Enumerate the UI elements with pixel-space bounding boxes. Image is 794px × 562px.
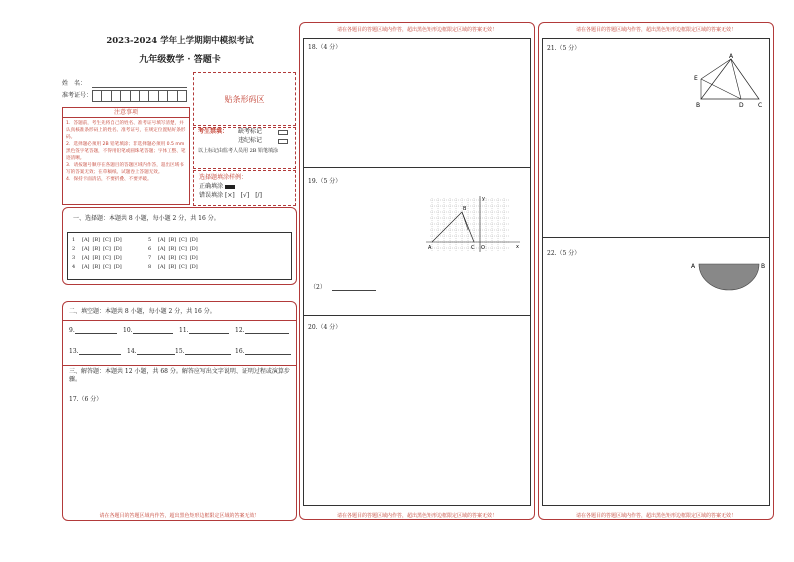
choice-question-5 — [148, 236, 198, 245]
notice-title: 注意事项 — [63, 108, 189, 118]
semicircle-figure — [689, 260, 769, 296]
absent-note: 以上标记由监考人员用 2B 铅笔填涂 — [198, 148, 279, 154]
choice-question-4 — [72, 263, 122, 272]
q19-label: 19.（5 分） — [308, 178, 342, 185]
notice-item: 1．答题前，考生先将自己的姓名、准考证号填写清楚，并认真核准条形码上的姓名、准考证号，在规定位置贴好条形码。 — [66, 121, 186, 140]
choice-option-bubble[interactable]: [C] — [179, 255, 187, 261]
q22-label: 22.（5 分） — [547, 250, 581, 257]
choice-option-bubble[interactable]: [D] — [189, 255, 198, 261]
grid-label-c: C — [471, 245, 475, 251]
tri-label-a: A — [729, 53, 734, 60]
choice-option-bubble[interactable]: [D] — [189, 237, 198, 243]
choice-option-bubble[interactable]: [B] — [92, 264, 101, 270]
section2-box — [62, 301, 297, 521]
choice-option-bubble[interactable]: [B] — [168, 246, 177, 252]
blank-label: 15. — [175, 348, 185, 355]
correct-fill-mark — [225, 185, 235, 189]
blank-10[interactable] — [133, 327, 173, 334]
choice-option-bubble[interactable]: [C] — [103, 237, 111, 243]
choice-option-bubble[interactable]: [C] — [179, 237, 187, 243]
notice-box — [62, 107, 190, 205]
q19-part2-blank[interactable] — [332, 284, 376, 291]
tri-label-d: D — [739, 102, 744, 109]
blank-13[interactable] — [79, 348, 121, 355]
choice-number: 7 — [148, 255, 152, 261]
choice-option-bubble[interactable]: [B] — [92, 237, 101, 243]
choice-option-bubble[interactable]: [A] — [158, 264, 166, 270]
wrong-fill-label: 错误填涂 — [199, 192, 224, 199]
choice-option-bubble[interactable]: [B] — [168, 237, 177, 243]
blank-label: 14. — [127, 348, 137, 355]
semi-label-b: B — [761, 263, 766, 270]
q22-box — [542, 238, 770, 506]
tri-label-b: B — [696, 102, 701, 109]
warning-col1: 请在各题目的答题区域内作答，超出黑色矩形边框限定区域的答案无效！ — [99, 513, 260, 519]
choice-number: 6 — [148, 246, 152, 252]
grid-label-x: x — [516, 244, 519, 250]
choice-option-bubble[interactable]: [D] — [113, 264, 122, 270]
section3-title: 三、解答题：本题共 12 小题，共 68 分。解答应写出文字说明、证明过程或演算步骤。 — [69, 368, 290, 383]
cheat-mark-label: 违纪标记 — [238, 137, 263, 144]
choice-option-bubble[interactable]: [B] — [168, 264, 177, 270]
name-label: 姓 名： — [62, 80, 87, 87]
absent-mark-label: 缺考标记 — [238, 128, 263, 135]
subject-title: 九年级数学 · 答题卡 — [139, 55, 221, 65]
fill-example-box — [193, 170, 296, 206]
blank-label: 9. — [69, 327, 75, 334]
q20-box — [303, 316, 531, 506]
choice-question-8 — [148, 263, 198, 272]
choice-option-bubble[interactable]: [B] — [92, 246, 101, 252]
coordinate-grid-figure — [422, 194, 522, 254]
choice-option-bubble[interactable]: [A] — [82, 237, 90, 243]
absent-title: 考生禁填： — [198, 128, 229, 135]
warning-col2-top: 请在各题目的答题区域内作答，超出黑色矩形边框限定区域的答案无效！ — [336, 27, 497, 33]
q18-label: 18.（4 分） — [308, 44, 342, 51]
choice-option-bubble[interactable]: [D] — [189, 246, 198, 252]
wrong-fill-marks: [×] [√] [/] — [225, 192, 262, 199]
choice-number: 5 — [148, 237, 152, 243]
cheat-mark-box[interactable] — [278, 139, 288, 144]
choice-number: 4 — [72, 264, 76, 270]
q18-box — [303, 38, 531, 168]
blank-12[interactable] — [245, 327, 289, 334]
barcode-area — [193, 72, 296, 126]
choice-option-bubble[interactable]: [D] — [113, 246, 122, 252]
notice-item: 3．请按题号顺序在各题目的答题区域内作答，超出区域书写的答案无效；在草稿纸、试题卷上答题无效。 — [66, 163, 184, 175]
grid-label-a: A — [428, 245, 432, 251]
choice-question-3 — [72, 254, 122, 263]
semi-label-a: A — [691, 263, 696, 270]
choice-option-bubble[interactable]: [A] — [158, 237, 166, 243]
exam-title: 2023-2024 学年上学期期中模拟考试 — [106, 36, 254, 46]
choice-option-bubble[interactable]: [D] — [189, 264, 198, 270]
choice-number: 1 — [72, 237, 76, 243]
blank-label: 12. — [235, 327, 245, 334]
choice-number: 3 — [72, 255, 76, 261]
blank-14[interactable] — [137, 348, 175, 355]
warning-col3-top: 请在各题目的答题区域内作答，超出黑色矩形边框限定区域的答案无效！ — [575, 27, 736, 33]
tri-label-c: C — [758, 102, 763, 109]
choice-number: 2 — [72, 246, 76, 252]
choice-option-bubble[interactable]: [C] — [103, 255, 111, 261]
barcode-label: 贴条形码区 — [224, 94, 265, 104]
notice-item: 2．选择题必须用 2B 铅笔填涂；非选择题必须用 0.5 mm 黑色签字笔答题，不得用铅笔或圆珠笔答题；字体工整、笔迹清晰。 — [66, 142, 186, 161]
choice-question-1 — [72, 236, 122, 245]
section1-box — [62, 207, 297, 285]
blank-15[interactable] — [185, 348, 231, 355]
choice-option-bubble[interactable]: [C] — [103, 264, 111, 270]
notice-item: 4．保持卡面清洁，不要折叠、不要弄破。 — [66, 177, 152, 182]
fill-example-title: 选择题填涂样例： — [199, 174, 248, 181]
choice-option-bubble[interactable]: [D] — [113, 237, 122, 243]
q17-answer-area[interactable] — [65, 406, 293, 510]
section2-title: 二、填空题：本题共 8 小题，每小题 2 分，共 16 分。 — [69, 308, 216, 315]
section1-title: 一、选择题：本题共 8 小题，每小题 2 分，共 16 分。 — [73, 215, 220, 222]
blank-label: 11. — [179, 327, 189, 334]
warning-col3-bottom: 请在各题目的答题区域内作答，超出黑色矩形边框限定区域的答案无效！ — [575, 513, 736, 519]
grid-label-o: O — [481, 245, 485, 251]
q19-part2-label: （2） — [310, 284, 326, 291]
blank-16[interactable] — [245, 348, 291, 355]
choice-question-7 — [148, 254, 198, 263]
tri-label-e: E — [694, 75, 698, 82]
choice-option-bubble[interactable]: [A] — [158, 246, 166, 252]
choice-option-bubble[interactable]: [B] — [92, 255, 101, 261]
q21-label: 21.（5 分） — [547, 45, 581, 52]
choice-question-2 — [72, 245, 122, 254]
q19-box — [303, 168, 531, 316]
choice-option-bubble[interactable]: [B] — [168, 255, 177, 261]
absent-box — [193, 127, 296, 169]
name-field[interactable] — [92, 87, 187, 88]
blank-label: 13. — [69, 348, 79, 355]
blank-label: 10. — [123, 327, 133, 334]
q21-box — [542, 38, 770, 238]
choice-option-bubble[interactable]: [C] — [179, 264, 187, 270]
choice-option-bubble[interactable]: [A] — [158, 255, 166, 261]
choice-option-bubble[interactable]: [C] — [103, 246, 111, 252]
blank-9[interactable] — [75, 327, 117, 334]
grid-label-y: y — [482, 196, 485, 202]
warning-col2-bottom: 请在各题目的答题区域内作答，超出黑色矩形边框限定区域的答案无效！ — [336, 513, 497, 519]
choice-option-bubble[interactable]: [D] — [113, 255, 122, 261]
choice-option-bubble[interactable]: [A] — [82, 246, 90, 252]
blank-label: 16. — [235, 348, 245, 355]
absent-mark-box[interactable] — [278, 130, 288, 135]
choice-question-6 — [148, 245, 198, 254]
correct-fill-label: 正确填涂 — [199, 183, 224, 190]
id-label: 准考证号： — [62, 92, 93, 99]
blank-11[interactable] — [189, 327, 229, 334]
choice-number: 8 — [148, 264, 152, 270]
choice-option-bubble[interactable]: [A] — [82, 264, 90, 270]
q20-label: 20.（4 分） — [308, 324, 342, 331]
grid-label-b: B — [463, 206, 467, 212]
choice-option-bubble[interactable]: [C] — [179, 246, 187, 252]
q17-label: 17.（6 分） — [69, 396, 103, 403]
triangle-figure — [689, 51, 769, 111]
choice-option-bubble[interactable]: [A] — [82, 255, 90, 261]
id-field[interactable] — [92, 90, 187, 102]
